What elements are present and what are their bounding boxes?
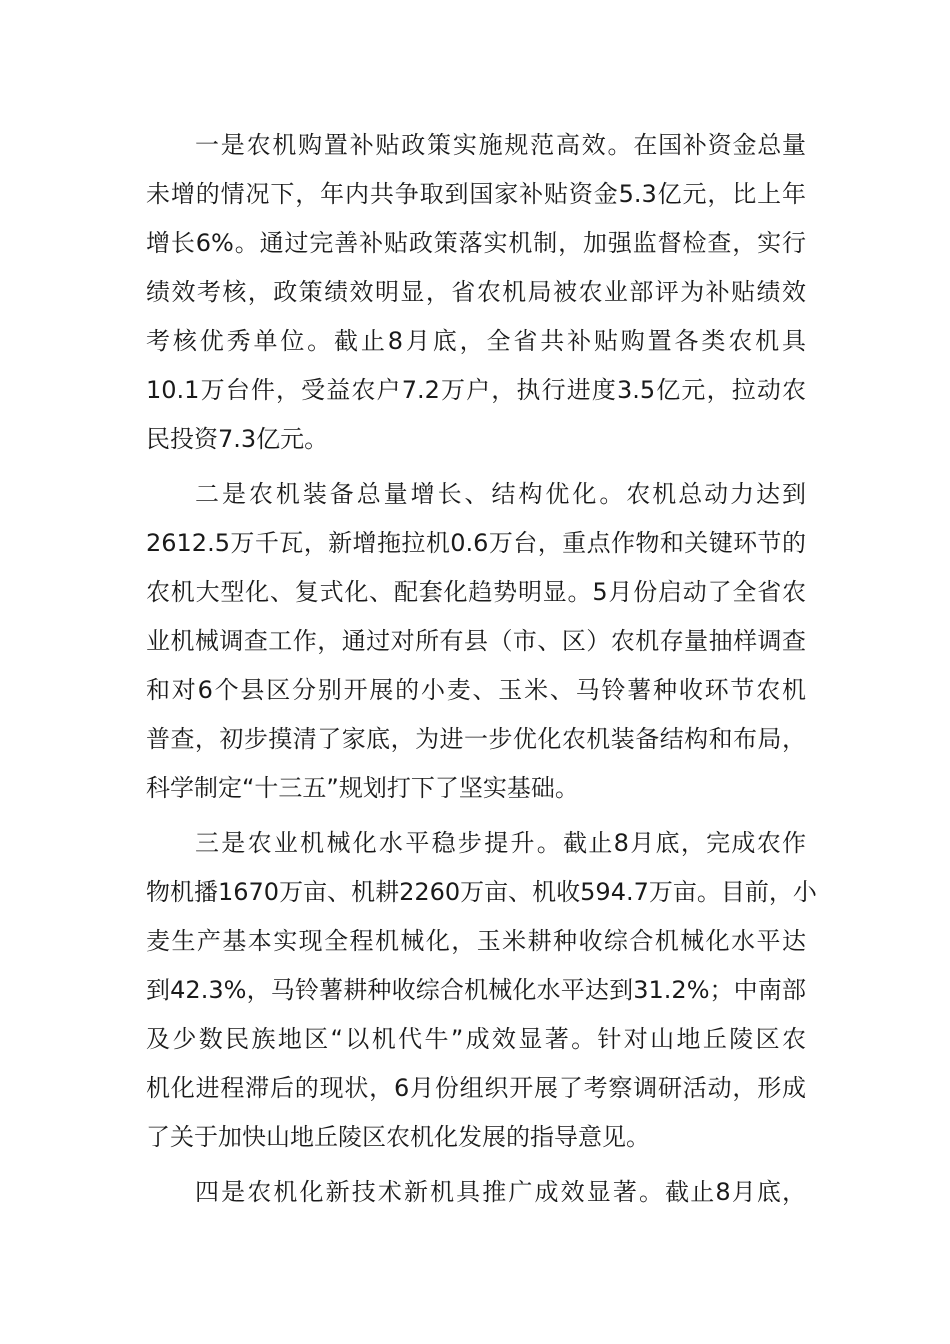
paragraph-2-line-1 xyxy=(195,477,806,511)
paragraph-1-line-2: 未增的情况下，年内共争取到国家补贴资金5.3亿元，比上年 xyxy=(146,180,806,208)
paragraph-3-line-1-text: 截止8月底，完成农作 xyxy=(563,829,806,857)
paragraph-2-line-5: 和对6个县区分别开展的小麦、玉米、马铃薯种收环节农机 xyxy=(146,676,806,704)
paragraph-3-line-2: 物机播1670万亩、机耕2260万亩、机收594.7万亩。目前，小 xyxy=(146,878,817,906)
paragraph-3-line-1 xyxy=(195,826,806,860)
paragraph-4-heading: 四是农机化新技术新机具推广成效显著。 xyxy=(195,1178,666,1206)
paragraph-4-line-1 xyxy=(195,1175,806,1209)
paragraph-4-line-1-text: 截止8月底， xyxy=(665,1178,807,1206)
paragraph-1-line-7: 民投资7.3亿元。 xyxy=(146,425,329,453)
paragraph-3-line-6: 机化进程滞后的现状，6月份组织开展了考察调研活动，形成 xyxy=(146,1074,806,1102)
paragraph-3-heading: 三是农业机械化水平稳步提升。 xyxy=(195,829,564,857)
paragraph-1-line-4: 绩效考核，政策绩效明显，省农机局被农业部评为补贴绩效 xyxy=(146,278,806,306)
paragraph-1-line-6: 10.1万台件，受益农户7.2万户，执行进度3.5亿元，拉动农 xyxy=(146,376,806,404)
paragraph-1-heading: 一是农机购置补贴政策实施规范高效。 xyxy=(195,131,634,159)
paragraph-1-line-3: 增长6%。通过完善补贴政策落实机制，加强监督检查，实行 xyxy=(146,229,806,257)
paragraph-2-line-6: 普查，初步摸清了家底，为进一步优化农机装备结构和布局， xyxy=(146,725,806,753)
paragraph-1-line-1 xyxy=(195,128,806,162)
paragraph-1-line-5: 考核优秀单位。截止8月底，全省共补贴购置各类农机具 xyxy=(146,327,806,355)
paragraph-2-line-4: 业机械调查工作，通过对所有县（市、区）农机存量抽样调查 xyxy=(146,627,806,655)
paragraph-2-line-1-text: 农机总动力达到 xyxy=(626,480,807,508)
paragraph-3-line-7: 了关于加快山地丘陵区农机化发展的指导意见。 xyxy=(146,1123,650,1151)
paragraph-2-line-7: 科学制定“十三五”规划打下了坚实基础。 xyxy=(146,774,579,802)
paragraph-3-line-3: 麦生产基本实现全程机械化，玉米耕种收综合机械化水平达 xyxy=(146,927,806,955)
paragraph-2-heading: 二是农机装备总量增长、结构优化。 xyxy=(195,480,627,508)
paragraph-1-line-1-text: 在国补资金总量 xyxy=(633,131,807,159)
paragraph-3-line-5: 及少数民族地区“以机代牛”成效显著。针对山地丘陵区农 xyxy=(146,1025,806,1053)
paragraph-2-line-2: 2612.5万千瓦，新增拖拉机0.6万台，重点作物和关键环节的 xyxy=(146,529,806,557)
paragraph-2-line-3: 农机大型化、复式化、配套化趋势明显。5月份启动了全省农 xyxy=(146,578,806,606)
paragraph-3-line-4: 到42.3%，马铃薯耕种收综合机械化水平达到31.2%；中南部 xyxy=(146,976,806,1004)
